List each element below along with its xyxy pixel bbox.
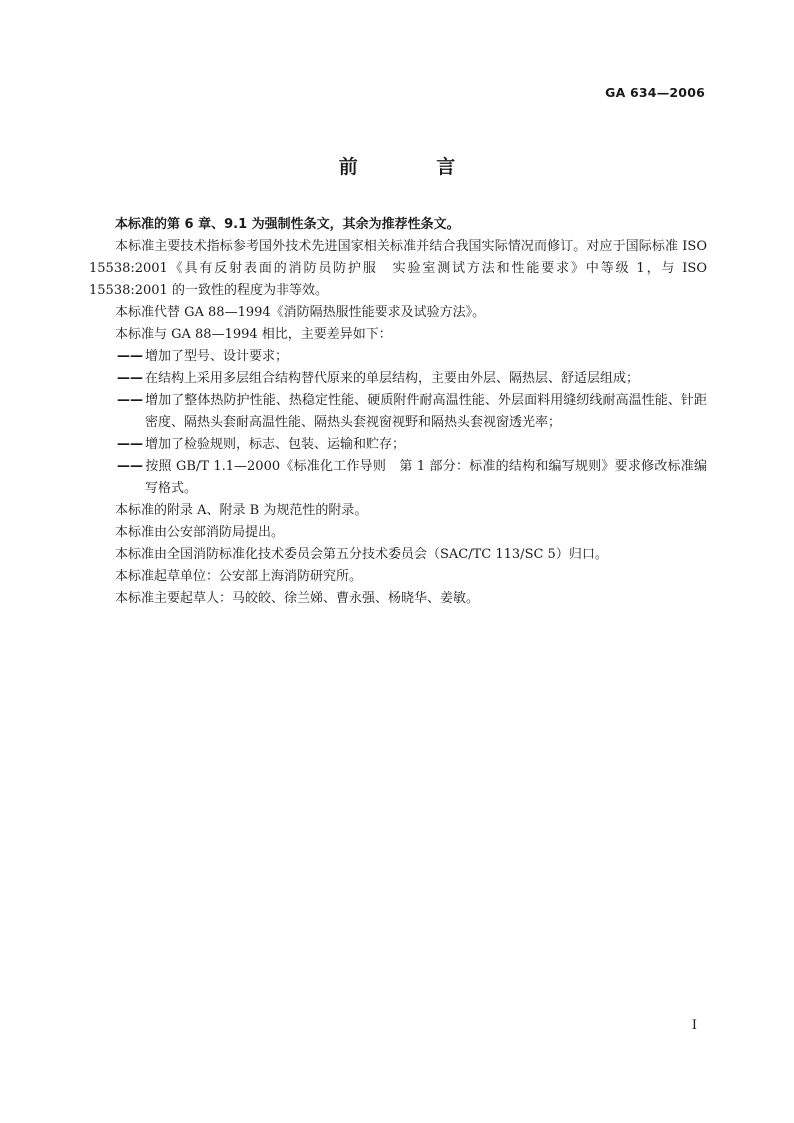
list-item — [89, 346, 707, 368]
list-item-text: 增加了型号、设计要求； — [145, 349, 289, 364]
list-item — [89, 456, 707, 500]
paragraph-appendices: 本标准的附录 A、附录 B 为规范性的附录。 — [115, 503, 368, 518]
differences-list — [89, 346, 707, 500]
list-item-text: 在结构上采用多层组合结构替代原来的单层结构，主要由外层、隔热层、舒适层组成； — [145, 371, 640, 386]
paragraph-proposed-by: 本标准由公安部消防局提出。 — [115, 525, 285, 540]
list-item-text: 按照 GB/T 1.1—2000《标准化工作导则 第 1 部分：标准的结构和编写规则》要求修改标准编写格式。 — [145, 459, 707, 496]
list-item — [89, 434, 707, 456]
document-body — [89, 214, 707, 610]
dash-marker: —— — [117, 349, 143, 364]
list-item — [89, 368, 707, 390]
list-item-text: 增加了检验规则，标志、包装、运输和贮存； — [145, 437, 406, 452]
paragraph-references: 本标准主要技术指标参考国外技术先进国家相关标准并结合我国实际情况而修订。对应于国际标准 ISO 15538:2001《具有反射表面的消防员防护服 实验室测试方法和性能要求》中等级 1，与 ISO 15538:2001 的一致性的程度为非等效。 — [89, 239, 707, 298]
standard-code: GA 634—2006 — [605, 85, 705, 100]
paragraph-drafting-unit: 本标准起草单位：公安部上海消防研究所。 — [115, 569, 363, 584]
list-item — [89, 390, 707, 434]
dash-marker: —— — [117, 459, 143, 474]
paragraph-managed-by: 本标准由全国消防标准化技术委员会第五分技术委员会（SAC/TC 113/SC 5）归口。 — [115, 547, 608, 562]
paragraph-mandatory-clauses: 本标准的第 6 章、9.1 为强制性条文，其余为推荐性条文。 — [115, 217, 460, 232]
dash-marker: —— — [117, 393, 143, 408]
list-item-text: 增加了整体热防护性能、热稳定性能、硬质附件耐高温性能、外层面料用缝纫线耐高温性能、针距密度、隔热头套耐高温性能、隔热头套视窗视野和隔热头套视窗透光率； — [145, 393, 707, 430]
dash-marker: —— — [117, 437, 143, 452]
paragraph-differences-intro: 本标准与 GA 88—1994 相比，主要差异如下： — [115, 327, 392, 342]
paragraph-replaces: 本标准代替 GA 88—1994《消防隔热服性能要求及试验方法》。 — [115, 305, 486, 320]
page-title: 前 言 — [338, 156, 492, 178]
page-number: I — [691, 1018, 697, 1033]
paragraph-drafters: 本标准主要起草人：马皎皎、徐兰娣、曹永强、杨晓华、姜敏。 — [115, 591, 480, 606]
dash-marker: —— — [117, 371, 143, 386]
